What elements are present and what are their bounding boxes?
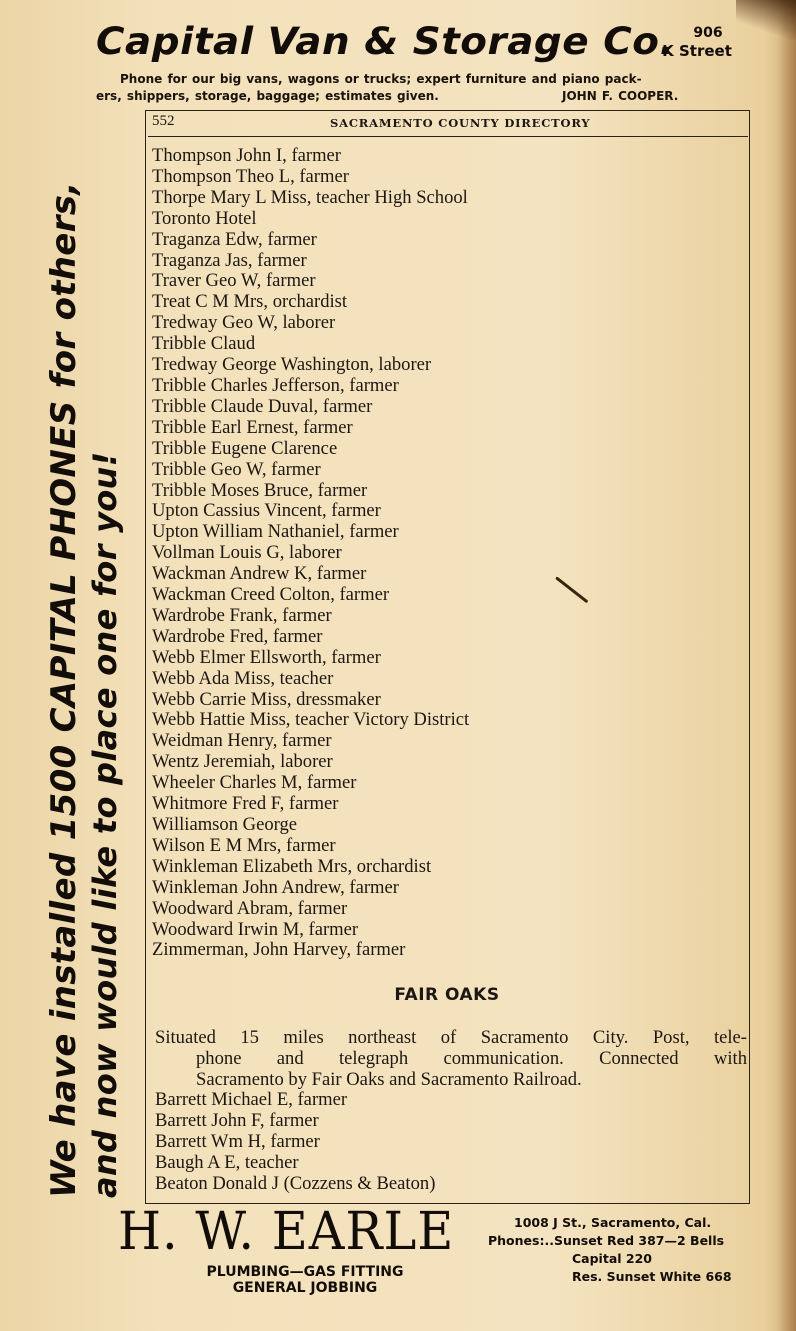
directory-entry: Tredway Geo W, laborer xyxy=(152,312,336,334)
bottom-ad-address: 1008 J St., Sacramento, Cal. xyxy=(514,1215,712,1230)
directory-entry: Barrett John F, farmer xyxy=(155,1109,319,1131)
directory-entry: Traganza Edw, farmer xyxy=(152,228,317,250)
directory-entry: Weidman Henry, farmer xyxy=(152,730,332,752)
directory-entry: Tribble Claud xyxy=(152,333,256,355)
side-ad-line-2: and now would like to place one for you! xyxy=(86,451,124,1198)
directory-entry: Traver Geo W, farmer xyxy=(152,270,316,292)
directory-entry: Barrett Michael E, farmer xyxy=(155,1089,348,1110)
directory-entry: Wilson E M Mrs, farmer xyxy=(152,834,336,856)
top-ad-address-number: 906 xyxy=(693,25,723,41)
directory-entry: Williamson George xyxy=(152,814,298,835)
top-ad-line-1: Phone for our big vans, wagons or trucks; expert furniture and piano pack- xyxy=(120,72,642,86)
directory-entry: Baugh A E, teacher xyxy=(155,1151,299,1173)
directory-entry: Wackman Andrew K, farmer xyxy=(152,563,367,585)
bottom-ad-phones-2: Capital 220 xyxy=(572,1251,652,1266)
top-ad-line-2-text: ers, shippers, storage, baggage; estimates given. xyxy=(96,89,439,103)
directory-entry: Webb Ada Miss, teacher xyxy=(152,667,334,689)
directory-entry: Wentz Jeremiah, laborer xyxy=(152,751,333,773)
section-title: FAIR OAKS xyxy=(394,985,500,1005)
top-ad-line-2 xyxy=(96,89,736,103)
directory-entry: Webb Carrie Miss, dressmaker xyxy=(152,688,381,710)
section-description xyxy=(155,1027,747,1090)
side-ad xyxy=(44,98,126,1198)
directory-entry: Thompson Theo L, farmer xyxy=(152,165,349,187)
directory-entry: Treat C M Mrs, orchardist xyxy=(152,291,348,313)
directory-entry: Tribble Claude Duval, farmer xyxy=(152,395,373,417)
directory-entry: Whitmore Fred F, farmer xyxy=(152,793,339,815)
top-ad-person: JOHN F. COOPER. xyxy=(562,89,679,103)
bottom-ad-service-1: PLUMBING—GAS FITTING xyxy=(206,1264,404,1280)
bottom-ad-contact xyxy=(488,1214,788,1286)
bottom-ad-phones-1: Phones:..Sunset Red 387—2 Bells xyxy=(488,1233,725,1248)
directory-entry: Thompson John I, farmer xyxy=(152,145,341,166)
section-entries xyxy=(155,1090,745,1195)
directory-entry: Tribble Earl Ernest, farmer xyxy=(152,416,353,438)
running-head: SACRAMENTO COUNTY DIRECTORY xyxy=(330,116,591,130)
directory-entries xyxy=(152,146,742,961)
page-number: 552 xyxy=(152,113,175,129)
top-ad-address-street: K Street xyxy=(662,42,732,60)
directory-entry: Beaton Donald J (Cozzens & Beaton) xyxy=(155,1172,436,1194)
bottom-ad-services xyxy=(120,1264,490,1296)
top-ad-address xyxy=(652,24,742,60)
directory-entry: Tribble Charles Jefferson, farmer xyxy=(152,374,399,396)
page-corner-shadow xyxy=(736,0,796,40)
directory-entry: Winkleman Elizabeth Mrs, orchardist xyxy=(152,855,432,877)
directory-entry: Wackman Creed Colton, farmer xyxy=(152,584,390,606)
directory-entry: Thorpe Mary L Miss, teacher High School xyxy=(152,186,468,208)
header-rule xyxy=(148,136,748,137)
directory-entry: Winkleman John Andrew, farmer xyxy=(152,876,399,898)
directory-entry: Upton Cassius Vincent, farmer xyxy=(152,500,381,522)
directory-entry: Wardrobe Frank, farmer xyxy=(152,604,332,626)
directory-entry: Woodward Irwin M, farmer xyxy=(152,918,359,940)
directory-entry: Tredway George Washington, laborer xyxy=(152,354,432,376)
directory-entry: Tribble Geo W, farmer xyxy=(152,458,321,480)
bottom-ad-phones-3: Res. Sunset White 668 xyxy=(572,1269,732,1284)
section-description-line-1: Situated 15 miles northeast of Sacramento City. Post, tele- xyxy=(155,1027,747,1048)
directory-entry: Toronto Hotel xyxy=(152,207,257,229)
directory-entry: Wheeler Charles M, farmer xyxy=(152,772,357,794)
directory-entry: Upton William Nathaniel, farmer xyxy=(152,521,399,543)
directory-entry: Webb Elmer Ellsworth, farmer xyxy=(152,646,381,668)
directory-entry: Traganza Jas, farmer xyxy=(152,249,307,271)
directory-entry: Tribble Moses Bruce, farmer xyxy=(152,479,368,501)
side-ad-line-1: We have installed 1500 CAPITAL PHONES for others, xyxy=(44,181,84,1198)
directory-entry: Woodward Abram, farmer xyxy=(152,897,348,919)
bottom-ad-service-2: GENERAL JOBBING xyxy=(232,1280,378,1296)
section-description-line-3: Sacramento by Fair Oaks and Sacramento Railroad. xyxy=(196,1069,582,1090)
top-ad-title: Capital Van & Storage Co. xyxy=(96,20,675,63)
book-spine-shadow xyxy=(778,0,796,1331)
bottom-ad-name: H. W. EARLE xyxy=(118,1202,455,1262)
directory-entry: Webb Hattie Miss, teacher Victory District xyxy=(152,709,470,731)
section-description-line-2: phone and telegraph communication. Connected with xyxy=(196,1048,747,1069)
directory-entry: Wardrobe Fred, farmer xyxy=(152,625,323,647)
directory-entry: Vollman Louis G, laborer xyxy=(152,542,342,564)
directory-entry: Barrett Wm H, farmer xyxy=(155,1130,320,1152)
directory-entry: Zimmerman, John Harvey, farmer xyxy=(152,939,406,961)
directory-entry: Tribble Eugene Clarence xyxy=(152,437,338,459)
